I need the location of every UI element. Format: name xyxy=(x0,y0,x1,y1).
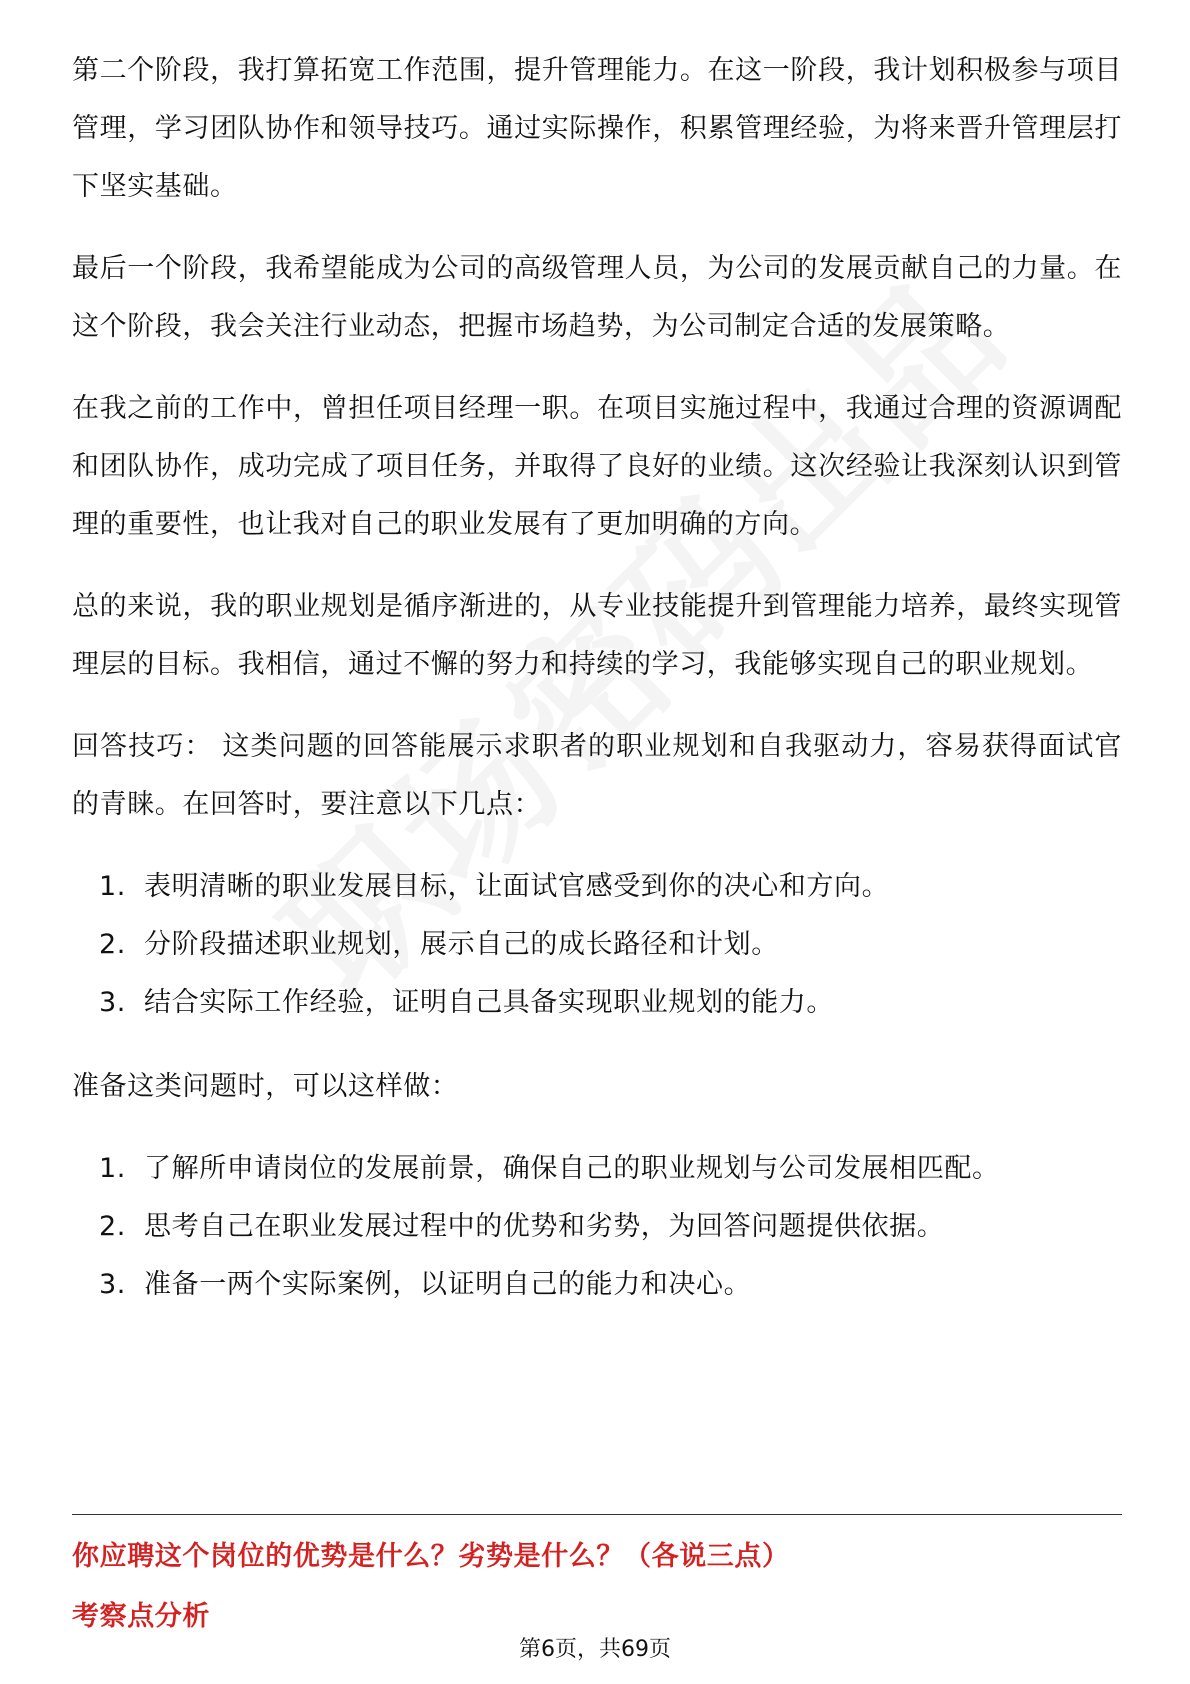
list-item xyxy=(72,1256,1122,1314)
list-text: 准备一两个实际案例，以证明自己的能力和决心。 xyxy=(144,1269,752,1300)
list-item xyxy=(72,916,1122,974)
list-text: 结合实际工作经验，证明自己具备实现职业规划的能力。 xyxy=(144,987,834,1018)
list-text: 思考自己在职业发展过程中的优势和劣势，为回答问题提供依据。 xyxy=(144,1211,945,1242)
section-divider xyxy=(72,1514,1122,1515)
paragraph-summary: 总的来说，我的职业规划是循序渐进的，从专业技能提升到管理能力培养，最终实现管理层的目标。我相信，通过不懈的努力和持续的学习，我能够实现自己的职业规划。 xyxy=(72,591,1122,680)
list-number: 2. xyxy=(99,929,126,960)
tips-list xyxy=(72,858,1122,1032)
document-body xyxy=(72,42,1122,1340)
list-item xyxy=(72,974,1122,1032)
list-number: 3. xyxy=(99,1269,126,1300)
paragraph-prep-intro: 准备这类问题时，可以这样做： xyxy=(72,1071,459,1102)
list-item xyxy=(72,858,1122,916)
paragraph-final-stage: 最后一个阶段，我希望能成为公司的高级管理人员，为公司的发展贡献自己的力量。在这个阶段，我会关注行业动态，把握市场趋势，为公司制定合适的发展策略。 xyxy=(72,253,1122,342)
list-text: 分阶段描述职业规划，展示自己的成长路径和计划。 xyxy=(144,929,779,960)
paragraph-stage-two: 第二个阶段，我打算拓宽工作范围，提升管理能力。在这一阶段，我计划积极参与项目管理，学习团队协作和领导技巧。通过实际操作，积累管理经验，为将来晋升管理层打下坚实基础。 xyxy=(72,55,1122,202)
list-text: 表明清晰的职业发展目标，让面试官感受到你的决心和方向。 xyxy=(144,871,890,902)
paragraph-experience: 在我之前的工作中，曾担任项目经理一职。在项目实施过程中，我通过合理的资源调配和团队协作，成功完成了项目任务，并取得了良好的业绩。这次经验让我深刻认识到管理的重要性，也让我对自己的职业发展有了更加明确的方向。 xyxy=(72,393,1122,540)
prep-list xyxy=(72,1140,1122,1314)
list-number: 1. xyxy=(99,1153,126,1184)
list-number: 1. xyxy=(99,871,126,902)
question-heading: 你应聘这个岗位的优势是什么？劣势是什么？（各说三点） xyxy=(72,1541,790,1572)
page-number-footer: 第6页，共69页 xyxy=(519,1637,671,1662)
list-item xyxy=(72,1140,1122,1198)
paragraph-answer-tips: 回答技巧： 这类问题的回答能展示求职者的职业规划和自我驱动力，容易获得面试官的青睐。在回答时，要注意以下几点： xyxy=(72,731,1122,820)
analysis-heading: 考察点分析 xyxy=(72,1601,210,1632)
list-number: 3. xyxy=(99,987,126,1018)
list-text: 了解所申请岗位的发展前景，确保自己的职业规划与公司发展相匹配。 xyxy=(144,1153,1000,1184)
list-item xyxy=(72,1198,1122,1256)
list-number: 2. xyxy=(99,1211,126,1242)
